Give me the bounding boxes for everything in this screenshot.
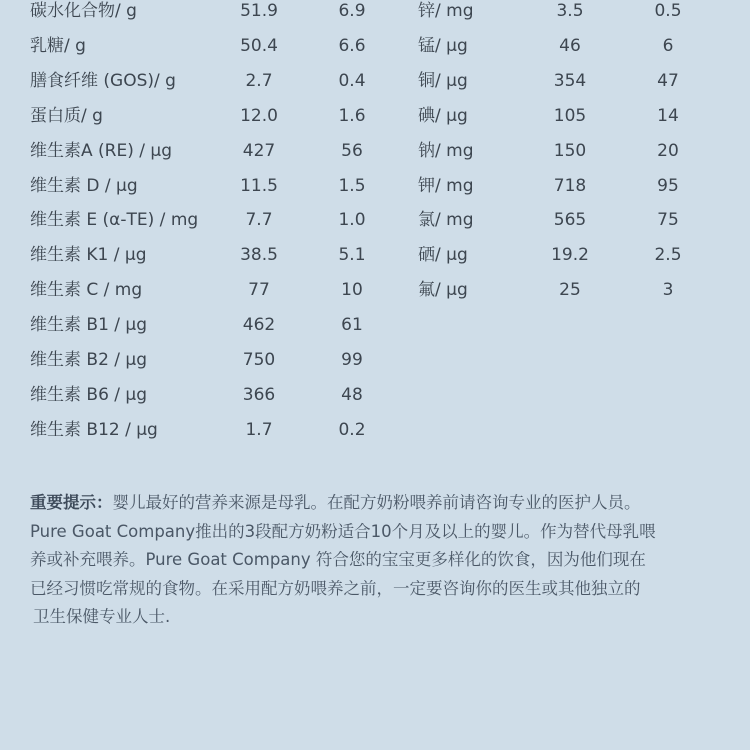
important-notice — [30, 489, 720, 632]
nutrient-row — [0, 34, 750, 69]
value-per-100g: 366 — [242, 384, 276, 405]
nutrient-name: 氟/ μg — [418, 280, 468, 301]
nutrient-name: 维生素 B12 / μg — [30, 419, 158, 440]
nutrient-row — [0, 208, 750, 243]
value-per-100ml: 48 — [341, 384, 363, 405]
nutrient-name: 碘/ μg — [418, 105, 468, 126]
value-per-100ml: 95 — [657, 175, 679, 196]
nutrient-row — [0, 174, 750, 209]
nutrient-name: 氯/ mg — [418, 210, 474, 231]
nutrient-name: 维生素 B1 / μg — [30, 315, 148, 336]
nutrient-row — [0, 313, 750, 348]
value-per-100ml: 6.6 — [338, 35, 366, 56]
nutrient-name: 蛋白质/ g — [30, 105, 103, 126]
notice-lead: 重要提示： — [30, 493, 113, 512]
value-per-100ml: 99 — [341, 350, 363, 370]
value-per-100g: 150 — [553, 140, 587, 161]
value-per-100g: 11.5 — [240, 175, 278, 196]
value-per-100ml: 5.1 — [338, 245, 366, 266]
value-per-100g: 565 — [553, 210, 587, 231]
value-per-100ml: 61 — [341, 315, 363, 336]
value-per-100g: 2.7 — [245, 70, 273, 91]
value-per-100g: 750 — [242, 350, 276, 370]
nutrient-row — [0, 243, 750, 278]
value-per-100g: 462 — [242, 315, 276, 336]
nutrient-row — [0, 348, 750, 383]
value-per-100g: 354 — [553, 70, 587, 91]
nutrient-name: 硒/ μg — [418, 245, 468, 266]
value-per-100g: 3.5 — [556, 1, 584, 21]
value-per-100ml: 20 — [657, 140, 679, 161]
nutrient-name: 维生素A (RE) / μg — [30, 140, 172, 161]
nutrient-row — [0, 139, 750, 174]
nutrient-name: 锰/ μg — [418, 35, 468, 56]
value-per-100ml: 10 — [341, 280, 363, 301]
value-per-100ml: 0.4 — [338, 70, 366, 91]
value-per-100g: 12.0 — [240, 105, 278, 126]
nutrient-row — [0, 69, 750, 104]
nutrient-name: 维生素 K1 / μg — [30, 245, 147, 266]
notice-line-2: Pure Goat Company推出的3段配方奶粉适合10个月及以上的婴儿。作为替代母乳喂 — [30, 521, 656, 541]
value-per-100g: 718 — [553, 175, 587, 196]
notice-line-3: 养或补充喂养。Pure Goat Company 符合您的宝宝更多样化的饮食，因为他们现在 — [30, 550, 646, 569]
value-per-100g: 38.5 — [240, 245, 278, 266]
nutrient-name: 维生素 B6 / μg — [30, 384, 148, 405]
value-per-100g: 19.2 — [551, 245, 589, 266]
value-per-100g: 105 — [553, 105, 587, 126]
value-per-100ml: 0.2 — [338, 419, 366, 440]
value-per-100g: 1.7 — [245, 419, 273, 440]
value-per-100g: 50.4 — [240, 35, 278, 56]
nutrient-name: 锌/ mg — [418, 1, 474, 21]
notice-line-1: 重要提示：婴儿最好的营养来源是母乳。在配方奶粉喂养前请咨询专业的医护人员。 — [30, 493, 641, 512]
value-per-100g: 46 — [559, 35, 581, 56]
value-per-100ml: 14 — [657, 105, 679, 126]
nutrient-row — [0, 418, 750, 453]
nutrient-name: 膳食纤维 (GOS)/ g — [30, 70, 176, 91]
value-per-100ml: 56 — [341, 140, 363, 161]
value-per-100g: 7.7 — [245, 210, 273, 231]
value-per-100ml: 1.0 — [338, 210, 366, 231]
value-per-100g: 77 — [248, 280, 270, 301]
value-per-100ml: 6 — [662, 35, 674, 56]
value-per-100ml: 0.5 — [654, 1, 682, 21]
value-per-100ml: 1.5 — [338, 175, 366, 196]
nutrient-name: 维生素 C / mg — [30, 280, 143, 301]
nutrient-name: 维生素 D / μg — [30, 175, 138, 196]
nutrient-name: 钠/ mg — [418, 140, 474, 161]
nutrient-name: 钾/ mg — [418, 175, 474, 196]
value-per-100ml: 3 — [662, 280, 674, 301]
nutrient-row — [0, 104, 750, 139]
nutrient-row — [0, 0, 750, 34]
value-per-100ml: 1.6 — [338, 105, 366, 126]
nutrient-name: 维生素 E (α-TE) / mg — [30, 210, 199, 231]
value-per-100g: 51.9 — [240, 1, 278, 21]
nutrient-row — [0, 278, 750, 313]
notice-line-4: 已经习惯吃常规的食物。在采用配方奶喂养之前，一定要咨询你的医生或其他独立的 — [30, 578, 641, 598]
nutrient-row — [0, 383, 750, 418]
value-per-100g: 25 — [559, 280, 581, 301]
nutrient-name: 碳水化合物/ g — [30, 1, 137, 21]
notice-line-5: 卫生保健专业人士. — [33, 607, 171, 626]
nutrient-name: 铜/ μg — [418, 70, 468, 91]
value-per-100g: 427 — [242, 140, 276, 161]
value-per-100ml: 75 — [657, 210, 679, 231]
value-per-100ml: 2.5 — [654, 245, 682, 266]
nutrient-name: 维生素 B2 / μg — [30, 350, 148, 370]
value-per-100ml: 47 — [657, 70, 679, 91]
nutrient-name: 乳糖/ g — [30, 35, 86, 56]
value-per-100ml: 6.9 — [338, 1, 366, 21]
